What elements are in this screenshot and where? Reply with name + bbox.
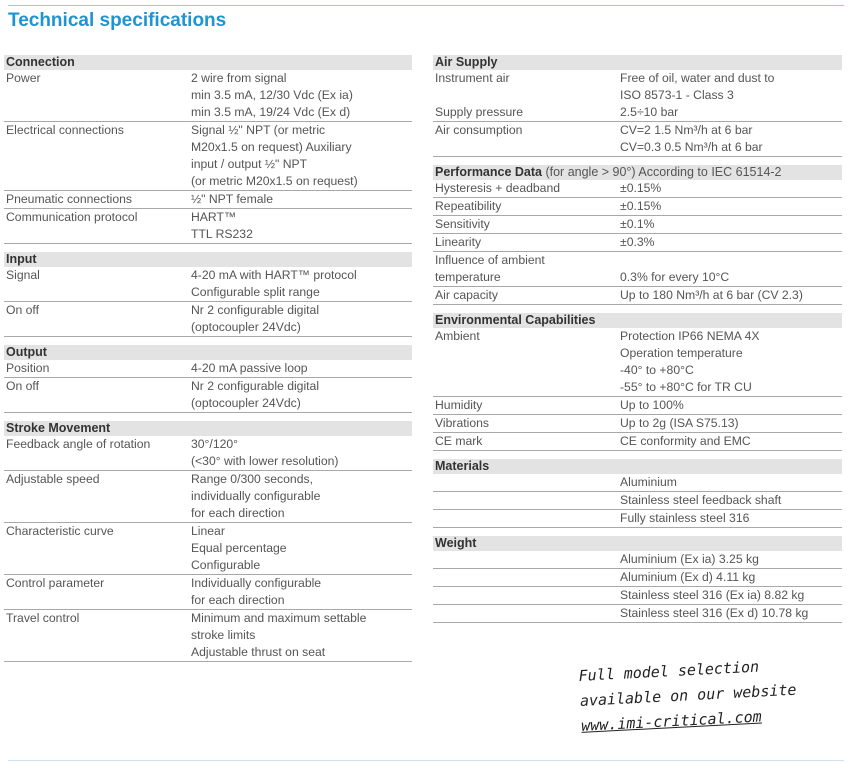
spec-values	[191, 302, 412, 336]
spec-row	[433, 234, 842, 252]
spec-section	[433, 536, 842, 623]
spec-value: 2.5÷10 bar	[620, 105, 679, 119]
spec-row	[4, 209, 412, 244]
spec-row	[433, 252, 842, 269]
spec-row	[433, 433, 842, 451]
spec-value: Linear	[191, 524, 225, 538]
spec-value: CE conformity and EMC	[620, 434, 751, 448]
spec-value: min 3.5 mA, 12/30 Vdc (Ex ia)	[191, 88, 353, 102]
spec-value: for each direction	[191, 593, 285, 607]
section-title: Performance Data	[435, 165, 542, 179]
spec-values	[620, 180, 842, 197]
promo-line-1: Full model selection	[578, 657, 760, 685]
spec-label: temperature	[435, 270, 501, 284]
spec-row	[433, 104, 842, 122]
spec-value: Adjustable thrust on seat	[191, 645, 326, 659]
promo-line-2: available on our website	[579, 680, 797, 710]
spec-value: ±0.1%	[620, 217, 655, 231]
spec-label: Air capacity	[435, 288, 498, 302]
spec-values	[191, 610, 412, 661]
spec-row	[433, 605, 842, 623]
spec-label: Influence of ambient	[435, 253, 545, 267]
section-note: (for angle > 90°) According to IEC 61514-2	[542, 165, 782, 179]
spec-values	[620, 328, 842, 396]
spec-values	[191, 575, 412, 609]
spec-values	[191, 523, 412, 574]
spec-values	[620, 216, 842, 233]
spec-values	[620, 415, 842, 432]
spec-value: ±0.15%	[620, 199, 662, 213]
spec-value: Aluminium	[620, 475, 677, 489]
spec-value: Fully stainless steel 316	[620, 511, 750, 525]
spec-row	[4, 302, 412, 337]
section-title: Input	[6, 252, 37, 266]
spec-row	[433, 269, 842, 287]
spec-value: Signal ½" NPT (or metric	[191, 123, 326, 137]
section-heading	[4, 252, 412, 267]
spec-row	[4, 70, 412, 122]
spec-value: Stainless steel feedback shaft	[620, 493, 782, 507]
spec-values	[620, 198, 842, 215]
section-title: Environmental Capabilities	[435, 313, 596, 327]
spec-row	[433, 397, 842, 415]
spec-value: Aluminium (Ex d) 4.11 kg	[620, 570, 756, 584]
right-column	[433, 55, 842, 631]
spec-row	[433, 122, 842, 157]
section-title: Materials	[435, 459, 490, 473]
spec-values	[620, 252, 842, 269]
spec-value: 30°/120°	[191, 437, 239, 451]
spec-value: (or metric M20x1.5 on request)	[191, 174, 358, 188]
spec-row	[4, 360, 412, 378]
spec-value: ±0.15%	[620, 181, 662, 195]
spec-values	[620, 269, 842, 286]
spec-label: Instrument air	[435, 71, 510, 85]
spec-row	[4, 523, 412, 575]
spec-row	[4, 436, 412, 471]
section-title: Weight	[435, 536, 477, 550]
spec-row	[4, 575, 412, 610]
spec-label: Characteristic curve	[6, 524, 114, 538]
section-heading	[4, 421, 412, 436]
spec-value: Stainless steel 316 (Ex d) 10.78 kg	[620, 606, 809, 620]
spec-value	[620, 252, 842, 269]
spec-row	[433, 287, 842, 305]
spec-values	[620, 510, 842, 527]
spec-values	[191, 436, 412, 470]
spec-label	[433, 569, 620, 586]
spec-value: Up to 100%	[620, 398, 684, 412]
spec-value: input / output ½" NPT	[191, 157, 308, 171]
spec-values	[191, 267, 412, 301]
section-heading	[433, 536, 842, 551]
spec-row	[433, 587, 842, 605]
spec-value: Up to 2g (ISA S75.13)	[620, 416, 739, 430]
spec-section	[4, 252, 412, 337]
spec-value: Minimum and maximum settable	[191, 611, 367, 625]
spec-value: -55° to +80°C for TR CU	[620, 380, 752, 394]
spec-label: Sensitivity	[435, 217, 490, 231]
spec-section	[433, 459, 842, 528]
spec-label: Repeatibility	[435, 199, 502, 213]
section-heading	[433, 165, 842, 180]
spec-label: Ambient	[435, 329, 480, 343]
spec-value: M20x1.5 on request) Auxiliary	[191, 140, 352, 154]
section-heading	[433, 55, 842, 70]
spec-value: 4-20 mA passive loop	[191, 361, 308, 375]
spec-label: Pneumatic connections	[6, 192, 133, 206]
spec-values	[620, 569, 842, 586]
spec-section	[4, 55, 412, 244]
spec-values	[620, 605, 842, 622]
spec-values	[620, 587, 842, 604]
spec-values	[620, 474, 842, 491]
spec-label	[433, 510, 620, 527]
spec-label: CE mark	[435, 434, 483, 448]
spec-value: (optocoupler 24Vdc)	[191, 320, 301, 334]
spec-value: TTL RS232	[191, 227, 253, 241]
spec-value: Operation temperature	[620, 346, 743, 360]
section-title: Stroke Movement	[6, 421, 111, 435]
spec-value: stroke limits	[191, 628, 256, 642]
spec-values	[191, 70, 412, 121]
spec-value: Protection IP66 NEMA 4X	[620, 329, 760, 343]
spec-row	[433, 510, 842, 528]
spec-label: Air consumption	[435, 123, 523, 137]
spec-section	[433, 313, 842, 451]
spec-section	[433, 165, 842, 305]
spec-label: Communication protocol	[6, 210, 138, 224]
spec-row	[4, 191, 412, 209]
spec-value: ½" NPT female	[191, 192, 273, 206]
spec-row	[433, 551, 842, 569]
bottom-rule	[8, 760, 844, 761]
spec-label: Humidity	[435, 398, 483, 412]
spec-value: (optocoupler 24Vdc)	[191, 396, 301, 410]
spec-row	[433, 180, 842, 198]
spec-values	[191, 122, 412, 190]
spec-values	[620, 234, 842, 251]
spec-value: for each direction	[191, 506, 285, 520]
spec-label: Electrical connections	[6, 123, 124, 137]
spec-label: Vibrations	[435, 416, 489, 430]
section-title: Output	[6, 345, 47, 359]
spec-label	[433, 551, 620, 568]
spec-label	[433, 492, 620, 509]
section-title: Air Supply	[435, 55, 498, 69]
spec-label: Travel control	[6, 611, 80, 625]
spec-row	[433, 569, 842, 587]
section-heading	[433, 313, 842, 328]
spec-values	[191, 209, 412, 243]
website-promo	[578, 652, 812, 739]
spec-value: min 3.5 mA, 19/24 Vdc (Ex d)	[191, 105, 351, 119]
spec-label: Power	[6, 71, 41, 85]
spec-label: Supply pressure	[435, 105, 524, 119]
spec-values	[191, 378, 412, 412]
spec-value: HART™	[191, 210, 237, 224]
spec-value: Up to 180 Nm³/h at 6 bar (CV 2.3)	[620, 288, 803, 302]
spec-value: 0.3% for every 10°C	[620, 270, 730, 284]
spec-value: 2 wire from signal	[191, 71, 287, 85]
spec-value: (<30° with lower resolution)	[191, 454, 339, 468]
spec-row	[433, 216, 842, 234]
spec-label: Control parameter	[6, 576, 105, 590]
spec-value: CV=0.3 0.5 Nm³/h at 6 bar	[620, 140, 763, 154]
spec-row	[4, 122, 412, 191]
spec-row	[433, 492, 842, 510]
spec-row	[433, 70, 842, 104]
spec-values	[620, 551, 842, 568]
spec-label: On off	[6, 379, 39, 393]
spec-row	[4, 471, 412, 523]
spec-row	[433, 415, 842, 433]
spec-value: -40° to +80°C	[620, 363, 694, 377]
spec-row	[433, 198, 842, 216]
spec-label: On off	[6, 303, 39, 317]
spec-value: CV=2 1.5 Nm³/h at 6 bar	[620, 123, 753, 137]
spec-value: Configurable	[191, 558, 261, 572]
spec-label: Hysteresis + deadband	[435, 181, 560, 195]
spec-values	[620, 397, 842, 414]
spec-row	[433, 474, 842, 492]
spec-label	[433, 587, 620, 604]
spec-value: Individually configurable	[191, 576, 322, 590]
top-rule	[8, 5, 844, 6]
spec-row	[433, 328, 842, 397]
spec-value: Configurable split range	[191, 285, 320, 299]
spec-label	[433, 605, 620, 622]
spec-value: individually configurable	[191, 489, 321, 503]
spec-label: Position	[6, 361, 50, 375]
spec-section	[433, 55, 842, 157]
left-column	[4, 55, 412, 670]
spec-label: Adjustable speed	[6, 472, 100, 486]
spec-values	[620, 70, 842, 104]
spec-values	[620, 433, 842, 450]
spec-value: Nr 2 configurable digital	[191, 303, 320, 317]
spec-section	[4, 421, 412, 662]
spec-label: Linearity	[435, 235, 482, 249]
spec-label: Signal	[6, 268, 40, 282]
spec-section	[4, 345, 412, 413]
spec-value: Equal percentage	[191, 541, 287, 555]
section-heading	[433, 459, 842, 474]
spec-values	[620, 492, 842, 509]
spec-values	[620, 122, 842, 156]
spec-row	[4, 378, 412, 413]
spec-row	[4, 610, 412, 662]
spec-value: Range 0/300 seconds,	[191, 472, 313, 486]
spec-values	[620, 104, 842, 121]
spec-values	[191, 360, 412, 377]
spec-value: 4-20 mA with HART™ protocol	[191, 268, 357, 282]
spec-values	[191, 471, 412, 522]
spec-value: Free of oil, water and dust to	[620, 71, 775, 85]
spec-values	[620, 287, 842, 304]
spec-value: ISO 8573-1 - Class 3	[620, 88, 734, 102]
spec-values	[191, 191, 412, 208]
spec-label	[433, 474, 620, 491]
spec-value: Nr 2 configurable digital	[191, 379, 320, 393]
section-heading	[4, 345, 412, 360]
spec-row	[4, 267, 412, 302]
spec-value: ±0.3%	[620, 235, 655, 249]
website-link[interactable]: www.imi-critical.com	[580, 707, 763, 735]
section-title: Connection	[6, 55, 75, 69]
page-title: Technical specifications	[8, 10, 227, 31]
spec-label: Feedback angle of rotation	[6, 437, 151, 451]
spec-value: Stainless steel 316 (Ex ia) 8.82 kg	[620, 588, 805, 602]
section-heading	[4, 55, 412, 70]
spec-value: Aluminium (Ex ia) 3.25 kg	[620, 552, 759, 566]
